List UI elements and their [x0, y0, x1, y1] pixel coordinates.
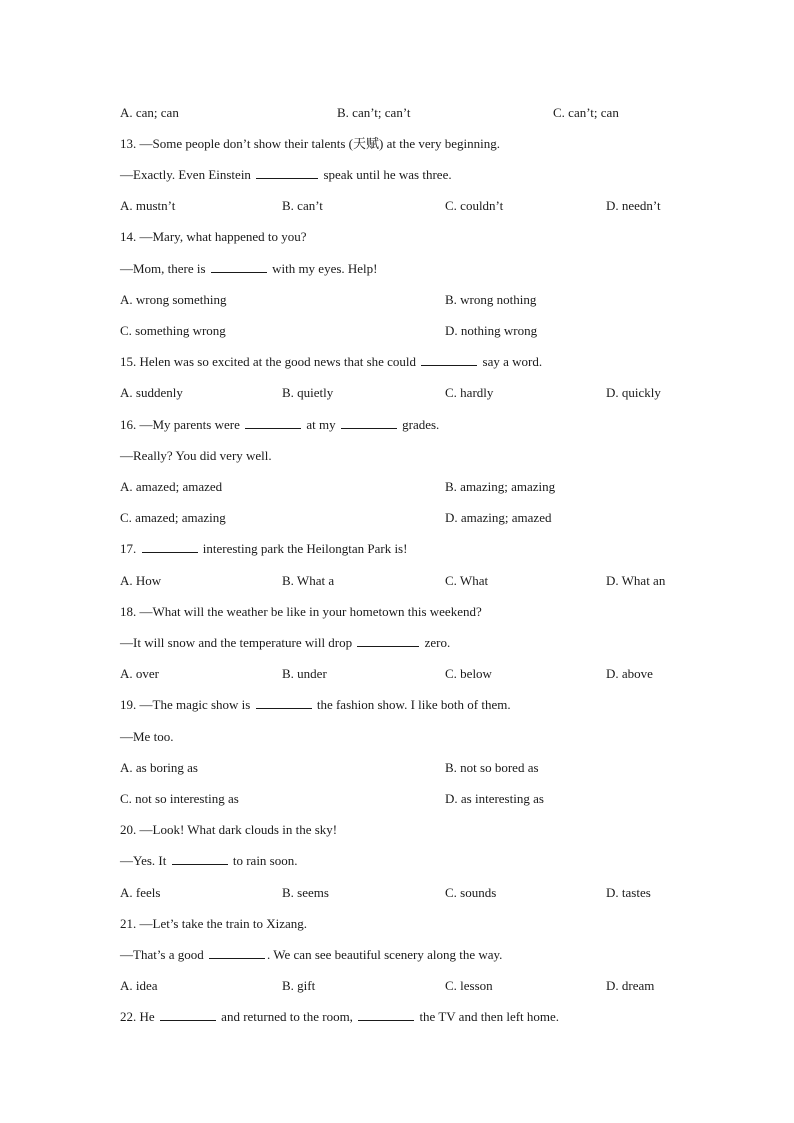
q20-stem: 20. —Look! What dark clouds in the sky!	[120, 822, 338, 837]
q20-reply	[120, 853, 298, 869]
q16-blank-1	[245, 417, 301, 429]
q15-option-d: D. quickly	[606, 385, 661, 400]
q18-reply-post: zero.	[424, 635, 451, 650]
q16-option-c: C. amazed; amazing	[120, 510, 226, 525]
q22-stem-post: the TV and then left home.	[419, 1009, 560, 1024]
q21-reply-post: . We can see beautiful scenery along the way.	[267, 947, 503, 962]
q15-stem	[120, 354, 542, 370]
q14-blank	[211, 261, 267, 273]
q20-option-c: C. sounds	[445, 885, 497, 900]
q17-option-a: A. How	[120, 573, 162, 588]
q16-stem-post: grades.	[402, 417, 440, 432]
q18-stem: 18. —What will the weather be like in your hometown this weekend?	[120, 604, 482, 619]
q18-option-a: A. over	[120, 666, 159, 681]
q14-option-a: A. wrong something	[120, 292, 227, 307]
q22-stem	[120, 1009, 559, 1025]
q15-option-a: A. suddenly	[120, 385, 183, 400]
q22-blank-1	[160, 1009, 216, 1021]
q16-option-b: B. amazing; amazing	[445, 479, 556, 494]
q22-stem-pre: 22. He	[120, 1009, 155, 1024]
q21-reply-pre: —That’s a good	[120, 947, 204, 962]
q21-option-a: A. idea	[120, 978, 158, 993]
q21-reply	[120, 947, 502, 963]
q15-blank	[421, 354, 477, 366]
q16-blank-2	[341, 417, 397, 429]
q17-option-c: C. What	[445, 573, 489, 588]
q17-option-d: D. What an	[606, 573, 666, 588]
q15-stem-post: say a word.	[482, 354, 543, 369]
q14-option-c: C. something wrong	[120, 323, 226, 338]
q19-option-a: A. as boring as	[120, 760, 198, 775]
q13-stem: 13. —Some people don’t show their talents (天赋) at the very beginning.	[120, 136, 500, 151]
q17-blank	[142, 541, 198, 553]
q16-stem	[120, 417, 439, 433]
q15-option-b: B. quietly	[282, 385, 334, 400]
q22-blank-2	[358, 1009, 414, 1021]
q13-option-b: B. can’t	[282, 198, 323, 213]
q14-reply-pre: —Mom, there is	[120, 261, 206, 276]
q22-stem-mid: and returned to the room,	[221, 1009, 353, 1024]
q12-option-b: B. can’t; can’t	[337, 105, 411, 120]
q19-option-c: C. not so interesting as	[120, 791, 239, 806]
q16-stem-mid: at my	[306, 417, 336, 432]
q20-blank	[172, 853, 228, 865]
q15-stem-pre: 15. Helen was so excited at the good news that she could	[120, 354, 417, 369]
q14-option-b: B. wrong nothing	[445, 292, 537, 307]
q13-option-d: D. needn’t	[606, 198, 661, 213]
q16-reply: —Really? You did very well.	[120, 448, 272, 463]
q19-stem	[120, 697, 511, 713]
q16-stem-pre: 16. —My parents were	[120, 417, 240, 432]
q14-reply	[120, 261, 378, 277]
q14-stem: 14. —Mary, what happened to you?	[120, 229, 307, 244]
q14-option-d: D. nothing wrong	[445, 323, 538, 338]
q17-stem-post: interesting park the Heilongtan Park is!	[202, 541, 408, 556]
q18-reply-pre: —It will snow and the temperature will drop	[120, 635, 353, 650]
q13-reply-post: speak until he was three.	[323, 167, 452, 182]
q19-option-d: D. as interesting as	[445, 791, 544, 806]
q16-option-d: D. amazing; amazed	[445, 510, 552, 525]
q20-reply-post: to rain soon.	[232, 853, 298, 868]
q18-option-b: B. under	[282, 666, 327, 681]
q19-option-b: B. not so bored as	[445, 760, 539, 775]
q13-blank	[256, 167, 318, 179]
q13-reply	[120, 167, 452, 183]
q13-option-a: A. mustn’t	[120, 198, 176, 213]
q20-reply-pre: —Yes. It	[120, 853, 167, 868]
q21-option-b: B. gift	[282, 978, 316, 993]
q19-reply: —Me too.	[120, 729, 174, 744]
q16-option-a: A. amazed; amazed	[120, 479, 223, 494]
q20-option-a: A. feels	[120, 885, 161, 900]
q18-blank	[357, 635, 419, 647]
q15-option-c: C. hardly	[445, 385, 494, 400]
q17-stem-pre: 17.	[120, 541, 137, 556]
q21-blank	[209, 947, 265, 959]
q18-option-c: C. below	[445, 666, 492, 681]
q14-reply-post: with my eyes. Help!	[272, 261, 378, 276]
q21-option-d: D. dream	[606, 978, 655, 993]
q20-option-d: D. tastes	[606, 885, 651, 900]
q20-option-b: B. seems	[282, 885, 329, 900]
q19-stem-pre: 19. —The magic show is	[120, 697, 251, 712]
q19-blank	[256, 697, 312, 709]
q18-option-d: D. above	[606, 666, 653, 681]
q13-reply-pre: —Exactly. Even Einstein	[120, 167, 251, 182]
q18-reply	[120, 635, 450, 651]
q17-stem	[120, 541, 407, 557]
q19-stem-post: the fashion show. I like both of them.	[316, 697, 511, 712]
q21-stem: 21. —Let’s take the train to Xizang.	[120, 916, 308, 931]
q17-option-b: B. What a	[282, 573, 335, 588]
q13-option-c: C. couldn’t	[445, 198, 504, 213]
q12-option-c: C. can’t; can	[553, 105, 619, 120]
q12-option-a: A. can; can	[120, 105, 179, 120]
q21-option-c: C. lesson	[445, 978, 493, 993]
